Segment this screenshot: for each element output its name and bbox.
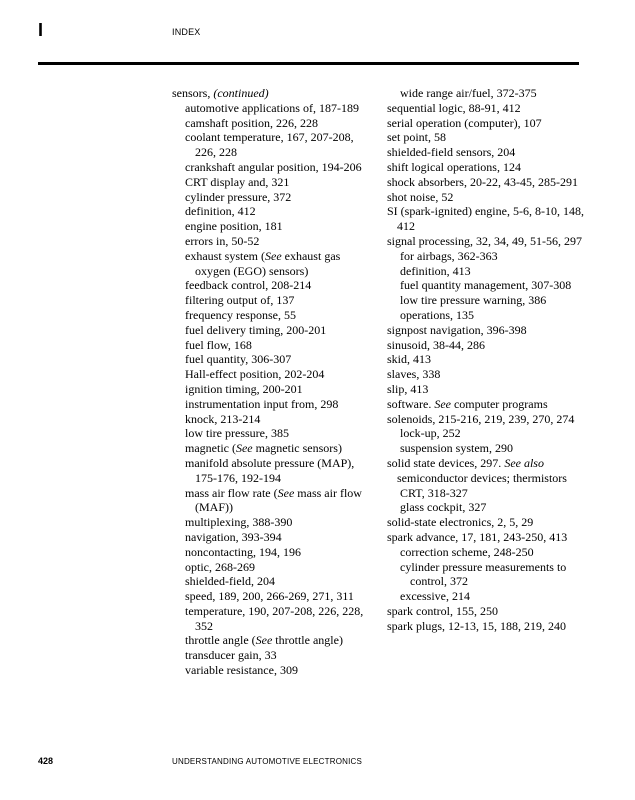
entry-text: cylinder pressure, 372: [185, 189, 292, 204]
index-entry: [387, 412, 592, 427]
entry-text: suspension system, 290: [400, 441, 514, 456]
entry-text: magnetic (: [185, 441, 236, 456]
entry-text: sinusoid, 38-44, 286: [387, 337, 486, 352]
index-entry: [387, 145, 592, 160]
entry-text: exhaust system (: [185, 248, 265, 263]
entry-text: shielded-field, 204: [185, 574, 275, 589]
index-subentry: [185, 648, 368, 663]
index-subentry: [185, 130, 368, 160]
index-subentry: [185, 323, 368, 338]
entry-text: glass cockpit, 327: [400, 500, 487, 515]
entry-text: shot noise, 52: [387, 189, 454, 204]
entry-text: fuel quantity management, 307-308: [400, 278, 572, 293]
index-entry: [387, 352, 592, 367]
index-entry: [387, 338, 592, 353]
index-entry: [387, 367, 592, 382]
entry-text: multiplexing, 388-390: [185, 515, 293, 530]
entry-text: throttle angle (: [185, 633, 256, 648]
entry-italic-text: See: [277, 485, 295, 500]
running-footer-title: UNDERSTANDING AUTOMOTIVE ELECTRONICS: [172, 757, 363, 766]
entry-italic-text: See also: [504, 455, 544, 470]
index-entry: [387, 130, 592, 145]
index-subentry: [185, 219, 368, 234]
entry-text: magnetic sensors): [252, 441, 342, 456]
entry-text: CRT display and, 321: [185, 174, 290, 189]
index-subentry: [185, 293, 368, 308]
entry-text: SI (spark-ignited) engine, 5-6, 8-10, 148, 412: [387, 204, 584, 234]
entry-text: mass air flow (MAF)): [195, 485, 362, 515]
entry-italic-text: See: [255, 633, 273, 648]
entry-text: excessive, 214: [400, 589, 470, 604]
index-subentry: [185, 338, 368, 353]
index-subentry: [185, 234, 368, 249]
entry-text: semiconductor devices; thermistors: [397, 470, 567, 485]
index-subentry: [400, 500, 592, 515]
entry-text: fuel quantity, 306-307: [185, 352, 292, 367]
entry-text: Hall-effect position, 202-204: [185, 367, 325, 382]
index-subentry: [185, 633, 368, 648]
index-entry: [387, 116, 592, 131]
entry-text: low tire pressure, 385: [185, 426, 289, 441]
index-subentry: [185, 204, 368, 219]
entry-text: engine position, 181: [185, 219, 283, 234]
index-column-left: [172, 86, 368, 678]
index-subentry: [400, 486, 592, 501]
entry-text: solid-state electronics, 2, 5, 29: [387, 515, 534, 530]
entry-text: computer programs: [450, 396, 548, 411]
index-entry: [387, 323, 592, 338]
entry-text: sequential logic, 88-91, 412: [387, 100, 521, 115]
index-entry: [387, 175, 592, 190]
entry-text: speed, 189, 200, 266-269, 271, 311: [185, 589, 354, 604]
index-subentry: [185, 278, 368, 293]
index-entry: [387, 530, 592, 545]
entry-text: navigation, 393-394: [185, 529, 282, 544]
index-subentry: [185, 382, 368, 397]
entry-text: shock absorbers, 20-22, 43-45, 285-291: [387, 174, 578, 189]
index-subentry: [185, 515, 368, 530]
entry-text: cylinder pressure measurements to control, 372: [400, 559, 567, 589]
index-entry: [387, 456, 592, 486]
index-entry: [387, 204, 592, 234]
entry-text: fuel delivery timing, 200-201: [185, 322, 327, 337]
entry-text: noncontacting, 194, 196: [185, 544, 301, 559]
entry-text: optic, 268-269: [185, 559, 255, 574]
index-subentry: [185, 604, 368, 634]
entry-text: manifold absolute pressure (MAP), 175-176, 192-194: [185, 455, 355, 485]
entry-text: spark advance, 17, 181, 243-250, 413: [387, 529, 568, 544]
index-subentry: [185, 175, 368, 190]
entry-text: slaves, 338: [387, 367, 441, 382]
entry-text: set point, 58: [387, 130, 446, 145]
entry-text: signpost navigation, 396-398: [387, 322, 527, 337]
index-subentry: [185, 574, 368, 589]
entry-text: skid, 413: [387, 352, 432, 367]
entry-text: crankshaft angular position, 194-206: [185, 159, 362, 174]
entry-text: fuel flow, 168: [185, 337, 252, 352]
index-subentry: [185, 456, 368, 486]
entry-text: definition, 412: [185, 204, 256, 219]
entry-text: filtering output of, 137: [185, 293, 295, 308]
index-entry: [172, 86, 368, 101]
index-subentry: [185, 367, 368, 382]
entry-text: sensors,: [172, 86, 214, 100]
page-number: 428: [38, 756, 54, 766]
entry-text: knock, 213-214: [185, 411, 261, 426]
index-subentry: [185, 397, 368, 412]
index-entry: [387, 234, 592, 249]
entry-text: software.: [387, 396, 435, 411]
index-subentry: [400, 545, 592, 560]
entry-text: slip, 413: [387, 381, 429, 396]
header-rule: [38, 62, 579, 65]
entry-text: temperature, 190, 207-208, 226, 228, 352: [185, 603, 364, 633]
index-subentry: [400, 441, 592, 456]
entry-text: errors in, 50-52: [185, 233, 260, 248]
index-subentry: [185, 530, 368, 545]
entry-text: camshaft position, 226, 228: [185, 115, 318, 130]
entry-text: ignition timing, 200-201: [185, 381, 303, 396]
index-subentry: [400, 589, 592, 604]
index-entry: [387, 515, 592, 530]
entry-text: instrumentation input from, 298: [185, 396, 339, 411]
index-subentry: [400, 86, 592, 101]
entry-italic-text: See: [235, 441, 253, 456]
index-subentry: [185, 545, 368, 560]
entry-text: correction scheme, 248-250: [400, 544, 534, 559]
entry-text: wide range air/fuel, 372-375: [400, 86, 537, 100]
index-subentry: [185, 441, 368, 456]
entry-text: exhaust gas oxygen (EGO) sensors): [195, 248, 341, 278]
index-entry: [387, 190, 592, 205]
index-subentry: [400, 426, 592, 441]
index-subentry: [400, 308, 592, 323]
entry-text: lock-up, 252: [400, 426, 461, 441]
index-subentry: [185, 426, 368, 441]
index-subentry: [185, 160, 368, 175]
index-entry: [387, 619, 592, 634]
index-subentry: [400, 264, 592, 279]
entry-text: automotive applications of, 187-189: [185, 100, 359, 115]
entry-italic-text: (continued): [213, 86, 269, 100]
entry-text: shielded-field sensors, 204: [387, 145, 516, 160]
index-subentry: [400, 560, 592, 590]
entry-text: mass air flow rate (: [185, 485, 278, 500]
index-column-right: [387, 86, 592, 633]
index-subentry: [400, 278, 592, 293]
entry-text: serial operation (computer), 107: [387, 115, 542, 130]
index-subentry: [185, 352, 368, 367]
index-subentry: [185, 663, 368, 678]
index-entry: [387, 101, 592, 116]
entry-text: feedback control, 208-214: [185, 278, 312, 293]
index-subentry: [185, 308, 368, 323]
index-subentry: [185, 560, 368, 575]
index-subentry: [185, 412, 368, 427]
index-entry: [387, 382, 592, 397]
entry-italic-text: See: [265, 248, 282, 263]
entry-text: for airbags, 362-363: [400, 248, 498, 263]
index-subentry: [185, 589, 368, 604]
entry-text: spark control, 155, 250: [387, 603, 498, 618]
entry-text: operations, 135: [400, 307, 474, 322]
index-subentry: [185, 101, 368, 116]
entry-text: solenoids, 215-216, 219, 239, 270, 274: [387, 411, 575, 426]
entry-text: shift logical operations, 124: [387, 159, 521, 174]
index-subentry: [400, 249, 592, 264]
entry-text: coolant temperature, 167, 207-208, 226, 228: [185, 130, 354, 160]
index-entry: [387, 604, 592, 619]
index-subentry: [185, 249, 368, 279]
index-subentry: [185, 486, 368, 516]
index-subentry: [185, 116, 368, 131]
entry-text: transducer gain, 33: [185, 648, 277, 663]
entry-text: signal processing, 32, 34, 49, 51-56, 297: [387, 233, 582, 248]
entry-text: frequency response, 55: [185, 307, 296, 322]
entry-text: spark plugs, 12-13, 15, 188, 219, 240: [387, 618, 566, 633]
entry-text: solid state devices, 297.: [387, 455, 505, 470]
index-subentry: [185, 190, 368, 205]
entry-text: low tire pressure warning, 386: [400, 293, 547, 308]
index-entry: [387, 397, 592, 412]
entry-italic-text: See: [434, 396, 451, 411]
entry-text: definition, 413: [400, 263, 471, 278]
entry-text: CRT, 318-327: [400, 485, 468, 500]
section-letter: I: [38, 20, 44, 40]
entry-text: throttle angle): [272, 633, 343, 648]
index-subentry: [400, 293, 592, 308]
entry-text: variable resistance, 309: [185, 663, 298, 678]
index-entry: [387, 160, 592, 175]
running-header-title: INDEX: [172, 27, 201, 37]
